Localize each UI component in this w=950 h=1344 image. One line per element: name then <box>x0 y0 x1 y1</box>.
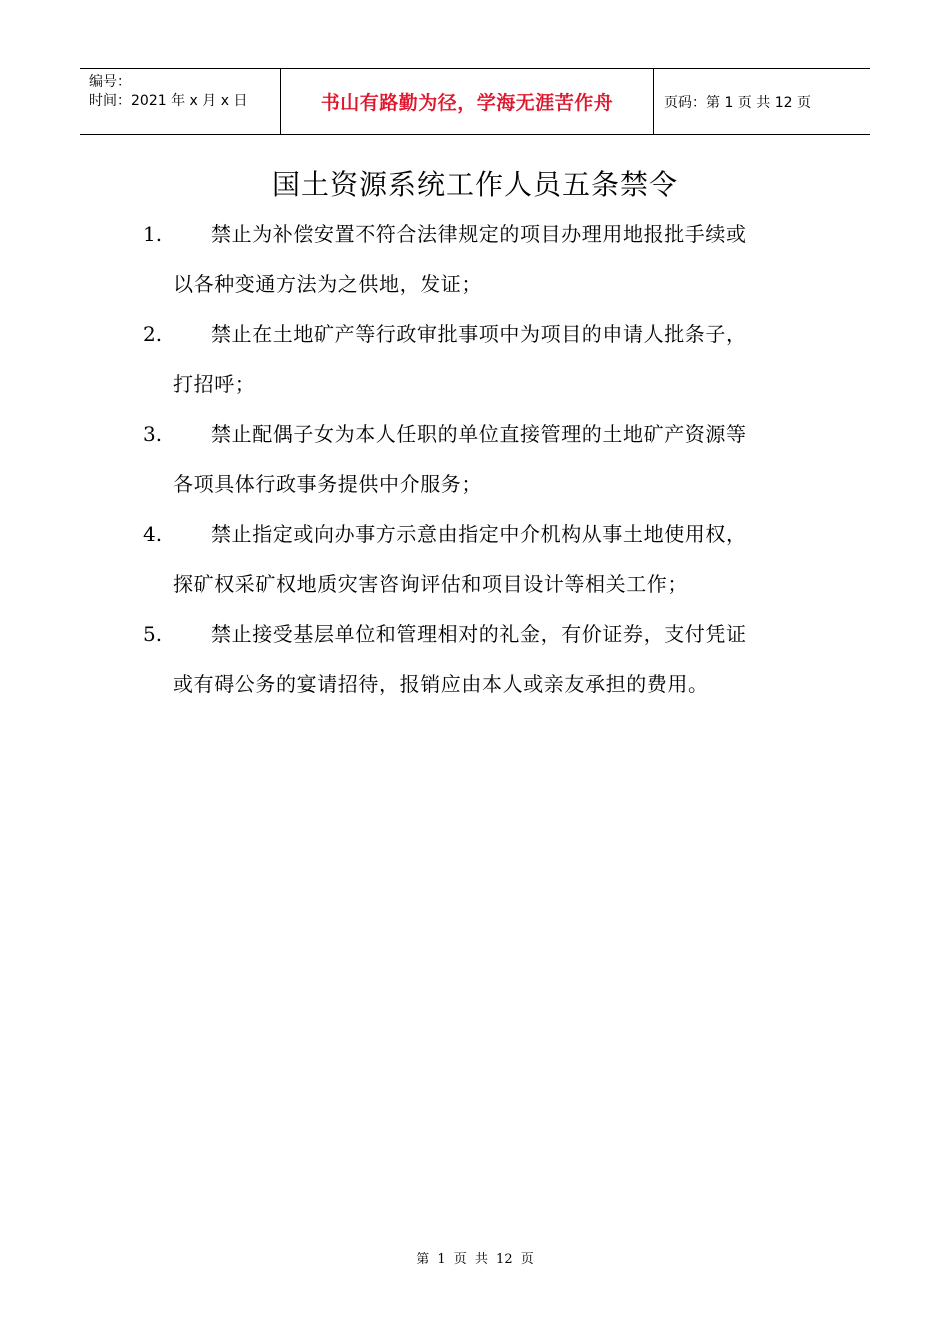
code-label: 编号： <box>89 74 131 90</box>
item-text-line-2: 打招呼； <box>173 372 256 396</box>
item-number: 2. <box>143 322 163 346</box>
item-text-line-2: 或有碍公务的宴请招待，报销应由本人或亲友承担的费用。 <box>173 672 709 696</box>
page-footer: 第 1 页 共 12 页 <box>416 1252 534 1267</box>
item-text-line-1: 禁止在土地矿产等行政审批事项中为项目的申请人批条子， <box>211 322 747 346</box>
item-number: 3. <box>143 422 163 446</box>
list-item <box>143 518 823 618</box>
item-text-line-1: 禁止指定或向办事方示意由指定中介机构从事土地使用权， <box>211 522 747 546</box>
item-text-line-2: 各项具体行政事务提供中介服务； <box>173 472 482 496</box>
list-item <box>143 618 823 718</box>
item-text-line-1: 禁止为补偿安置不符合法律规定的项目办理用地报批手续或 <box>211 222 747 246</box>
document-title: 国土资源系统工作人员五条禁令 <box>271 168 678 201</box>
item-number: 4. <box>143 522 163 546</box>
header-meta-cell <box>80 69 281 134</box>
list-item <box>143 318 823 418</box>
item-text-line-1: 禁止配偶子女为本人任职的单位直接管理的土地矿产资源等 <box>211 422 747 446</box>
header-motto-cell <box>281 69 654 134</box>
item-number: 5. <box>143 622 163 646</box>
document-header <box>80 68 870 135</box>
list-item <box>143 218 823 318</box>
item-text-line-1: 禁止接受基层单位和管理相对的礼金，有价证券，支付凭证 <box>211 622 747 646</box>
item-text-line-2: 以各种变通方法为之供地，发证； <box>173 272 482 296</box>
item-number: 1. <box>143 222 163 246</box>
time-label: 时间：2021 年 x 月 x 日 <box>89 93 248 109</box>
prohibition-list <box>143 218 823 718</box>
header-page-cell <box>654 69 870 134</box>
item-text-line-2: 探矿权采矿权地质灾害咨询评估和项目设计等相关工作； <box>173 572 688 596</box>
motto-text: 书山有路勤为径，学海无涯苦作舟 <box>320 92 614 114</box>
page-info: 页码：第 1 页 共 12 页 <box>664 94 811 111</box>
list-item <box>143 418 823 518</box>
